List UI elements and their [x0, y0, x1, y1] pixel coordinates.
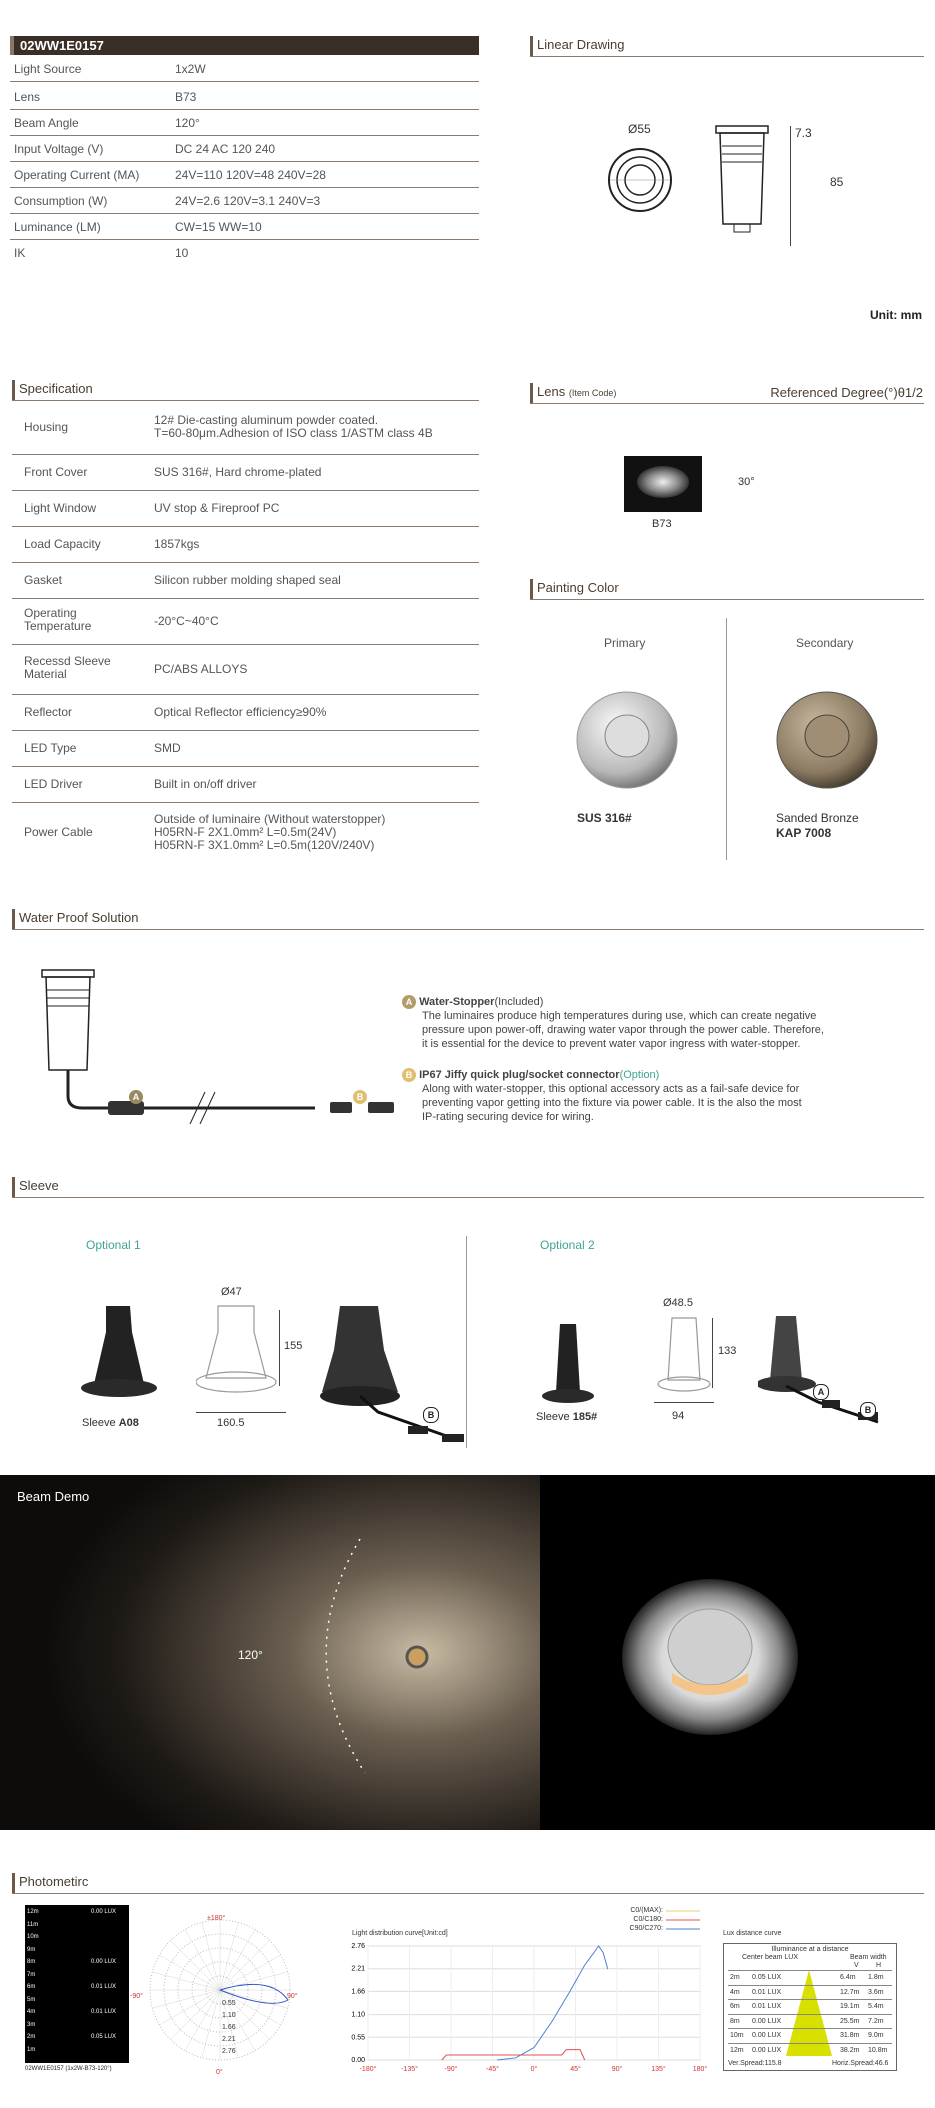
- dark-distance: 7m: [27, 1971, 36, 1978]
- param-key: Luminance (LM): [14, 220, 101, 234]
- x-tick-label: -135°: [401, 2066, 418, 2073]
- lux-value: 0.01 LUX: [752, 2003, 782, 2010]
- y-tick-label: 2.76: [351, 1943, 365, 1950]
- param-value: CW=15 WW=10: [175, 220, 262, 234]
- dark-lux-row: [27, 2022, 127, 2028]
- param-key: IK: [14, 246, 26, 260]
- x-tick-label: 135°: [651, 2066, 666, 2073]
- param-row: [10, 56, 479, 82]
- lux-v: 25.5m: [840, 2017, 860, 2025]
- x-tick-label: -90°: [444, 2066, 458, 2073]
- spec-key: Light Window: [24, 501, 97, 515]
- param-row: [10, 240, 479, 266]
- lux-table-head: Illuminance at a distance: [771, 1946, 849, 1953]
- sleeve-185-badge-b-icon: B: [860, 1400, 876, 1418]
- linear-drawing: [600, 110, 900, 270]
- spec-title: Specification: [12, 380, 93, 400]
- lux-distance: 8m: [730, 2017, 740, 2025]
- param-key: Operating Current (MA): [14, 168, 140, 182]
- param-row: [10, 188, 479, 214]
- x-tick-label: 90°: [611, 2066, 623, 2073]
- lux-row: [728, 2043, 892, 2058]
- dark-lux: 0.00 LUX: [91, 1909, 117, 1915]
- water-title: Water Proof Solution: [12, 909, 138, 929]
- x-tick-label: -180°: [359, 2066, 377, 2073]
- spec-value: 1857kgs: [154, 536, 200, 551]
- spec-value: T=60-80μm.Adhesion of ISO class 1/ASTM class 4B: [154, 426, 433, 440]
- lux-h: 10.8m: [868, 2046, 888, 2054]
- polar-ring-label: 1.10: [222, 2012, 236, 2019]
- spec-key-2: Temperature: [24, 619, 92, 633]
- primary-label: Primary: [604, 636, 646, 650]
- spec-key-2: Material: [24, 667, 67, 681]
- spec-value: Silicon rubber molding shaped seal: [154, 572, 341, 587]
- lux-row: [728, 1970, 892, 1985]
- y-tick-label: 0.55: [351, 2034, 365, 2042]
- sleeve-185-height: 133: [718, 1345, 737, 1357]
- connector-text: B IP67 Jiffy quick plug/socket connector(Option) Along with water-stopper, this optional accessory acts as a fail-safe device for preventing vapor getting into the fixture via power cable. It is the also the most IP-rating securing device for wiring.: [402, 1068, 902, 1124]
- primary-color-name: SUS 316#: [577, 811, 632, 825]
- lux-value: 0.00 LUX: [752, 2046, 782, 2054]
- sleeve-a08-width: 160.5: [217, 1417, 245, 1429]
- param-key: Consumption (W): [14, 194, 108, 208]
- spec-row: [12, 491, 479, 527]
- lux-value: 0.05 LUX: [752, 1974, 782, 1981]
- lux-distance: 12m: [730, 2046, 744, 2054]
- sleeve-185-width: 94: [672, 1410, 685, 1422]
- dist-chart-title: Light distribution curve[Unit:cd]: [352, 1930, 448, 1937]
- spec-value: -20°C~40°C: [154, 613, 219, 628]
- beam-angle-label: 120°: [238, 1648, 263, 1662]
- marker-b-icon: B: [353, 1087, 367, 1105]
- photo-title: Photometirc: [12, 1873, 88, 1893]
- dark-distance: 3m: [27, 2021, 36, 2028]
- dark-lux-row: [27, 1947, 127, 1953]
- model-title: 02WW1E0157: [10, 36, 479, 55]
- polar-left-label: -90°: [130, 1993, 143, 2000]
- beam-demo-panel: [0, 1475, 935, 1830]
- legend-c0c180: C0/C180:: [633, 1916, 663, 1923]
- spec-value: Optical Reflector efficiency≥90%: [154, 704, 327, 719]
- param-value: 24V=2.6 120V=3.1 240V=3: [175, 194, 321, 208]
- lux-row: [728, 1999, 892, 2014]
- lux-value: 0.01 LUX: [752, 1988, 782, 1996]
- spec-key: LED Type: [24, 741, 77, 755]
- polar-ring-label: 1.66: [222, 2024, 236, 2031]
- dark-lux-row: [27, 1972, 127, 1978]
- dark-lux-row: [27, 2047, 127, 2053]
- y-tick-label: 1.66: [351, 1988, 365, 1996]
- water-stopper-text: A Water-Stopper(Included) The luminaires produce high temperatures during use, which can create negative pressure upon power-off, drawing water vapor through the power cable. Therefore, it is essential for the device to prevent water vapor ingress with water-stopper.: [402, 995, 902, 1051]
- lux-h: 1.8m: [868, 1974, 884, 1981]
- param-value: DC 24 AC 120 240: [175, 142, 276, 156]
- dark-distance: 6m: [27, 1984, 36, 1990]
- sleeve-185-install-image: [758, 1310, 898, 1440]
- spec-row: [12, 401, 479, 455]
- spec-key: Reflector: [24, 705, 73, 719]
- dark-distance: 11m: [27, 1921, 39, 1928]
- spec-row: [12, 527, 479, 563]
- param-row: [10, 162, 479, 188]
- lux-distance-title: Lux distance curve: [723, 1930, 782, 1937]
- marker-a-icon: A: [129, 1087, 143, 1105]
- param-row: [10, 136, 479, 162]
- hor-spread: Horiz.Spread:46.6: [832, 2060, 889, 2067]
- lux-h: 9.0m: [868, 2032, 884, 2039]
- spec-value: SMD: [154, 740, 181, 755]
- param-value: B73: [175, 90, 197, 104]
- param-value: 120°: [175, 116, 200, 130]
- dark-lux-row: [27, 1934, 127, 1940]
- dark-lux: 0.00 LUX: [91, 1959, 117, 1965]
- height-label: 85: [830, 175, 844, 189]
- sleeve-a08-install-image: [318, 1300, 478, 1450]
- dark-distance: 4m: [27, 2009, 36, 2015]
- spec-value: PC/ABS ALLOYS: [154, 661, 248, 676]
- lux-table: [723, 1943, 897, 2071]
- lens-title: Lens (Item Code): [530, 383, 616, 403]
- dark-lux-row: [27, 1909, 127, 1915]
- spec-value: SUS 316#, Hard chrome-plated: [154, 464, 322, 479]
- y-tick-label: 0.00: [351, 2057, 365, 2064]
- y-tick-label: 1.10: [351, 2011, 365, 2019]
- spec-value: Built in on/off driver: [154, 776, 257, 791]
- polar-ring-label: 2.76: [222, 2048, 236, 2055]
- lux-h: 3.6m: [868, 1988, 884, 1996]
- lux-dark-panel: [25, 1905, 129, 2063]
- spec-row: [12, 455, 479, 491]
- x-tick-label: 45°: [570, 2066, 581, 2073]
- dark-lux: 0.01 LUX: [91, 1984, 117, 1990]
- beam-demo-title: Beam Demo: [17, 1489, 90, 1504]
- primary-color-swatch: [575, 690, 679, 790]
- secondary-color-code: KAP 7008: [776, 826, 832, 840]
- lux-row: [728, 2028, 892, 2043]
- dark-lux-row: [27, 2034, 127, 2040]
- spec-row: [12, 731, 479, 767]
- param-key: Input Voltage (V): [14, 142, 104, 156]
- secondary-label: Secondary: [796, 636, 854, 650]
- beam-width-label: Beam width: [850, 1954, 887, 1961]
- lux-v: 31.8m: [840, 2032, 860, 2039]
- side-view-icon: [712, 124, 772, 249]
- sleeve-a08-badge-b-icon: B: [423, 1405, 439, 1423]
- x-tick-label: 0°: [530, 2066, 538, 2073]
- spec-value: H05RN-F 2X1.0mm² L=0.5m(24V): [154, 824, 337, 839]
- dist-legend: [605, 1906, 663, 1933]
- diameter-label: Ø55: [628, 122, 651, 136]
- x-tick-label: 180°: [692, 2066, 708, 2073]
- spec-key: Recessd Sleeve: [24, 654, 111, 668]
- spec-row: [12, 695, 479, 731]
- optional-1-label: Optional 1: [86, 1238, 141, 1252]
- optional-2-label: Optional 2: [540, 1238, 595, 1252]
- lens-degree: 30°: [738, 476, 755, 488]
- param-key: Beam Angle: [14, 116, 79, 130]
- sleeve-185-drawing: [656, 1314, 716, 1404]
- lux-v: 38.2m: [840, 2046, 860, 2054]
- front-view-icon: [600, 140, 680, 220]
- param-value: 24V=110 120V=48 240V=28: [175, 168, 326, 182]
- spec-row: [12, 599, 479, 645]
- series-line: [497, 1946, 608, 2060]
- lux-distance: 4m: [730, 1988, 740, 1996]
- param-value: 1x2W: [175, 62, 206, 76]
- sleeve-a08-drawing: [196, 1302, 286, 1402]
- spec-key: LED Driver: [24, 777, 83, 791]
- lux-row: [728, 2014, 892, 2029]
- spec-key: Load Capacity: [24, 537, 101, 551]
- polar-right-label: 90°: [287, 1993, 298, 2000]
- spec-value: Outside of luminaire (Without waterstopper): [154, 811, 386, 826]
- photo-footer: 02WW1E0157 (1x2W-B73-120°): [25, 2066, 112, 2072]
- sleeve-title: Sleeve: [12, 1177, 59, 1197]
- x-tick-label: -45°: [486, 2066, 499, 2073]
- polar-chart: [140, 1905, 310, 2085]
- param-row: [10, 214, 479, 240]
- dark-distance: 10m: [27, 1934, 39, 1940]
- h-label: H: [876, 1962, 882, 1969]
- lux-v: 12.7m: [840, 1988, 860, 1996]
- lux-distance: 2m: [730, 1974, 740, 1981]
- spec-key: Front Cover: [24, 465, 88, 479]
- badge-b-icon: B: [402, 1068, 416, 1082]
- spec-row: [12, 803, 479, 863]
- badge-a-icon: A: [402, 995, 416, 1009]
- spec-value: 12# Die-casting aluminum powder coated.: [154, 413, 379, 427]
- dark-lux-row: [27, 1984, 127, 1990]
- lens-name: B73: [652, 518, 672, 530]
- light-distribution-chart: [348, 1938, 708, 2088]
- dark-distance: 5m: [27, 1996, 36, 2003]
- param-row: [10, 84, 479, 110]
- center-beam-label: Center beam LUX: [742, 1954, 799, 1961]
- lux-distance: 10m: [730, 2032, 744, 2039]
- dark-lux-row: [27, 2009, 127, 2015]
- spec-key: Power Cable: [24, 825, 93, 839]
- spec-key: Operating: [24, 606, 77, 620]
- spec-key: Housing: [24, 420, 69, 434]
- height-small-label: 7.3: [795, 126, 812, 140]
- ver-spread: Ver.Spread:115.8: [728, 2060, 782, 2067]
- legend-c0max: C0/(MAX):: [630, 1907, 663, 1914]
- polar-ring-label: 2.21: [222, 2036, 236, 2043]
- painting-title: Painting Color: [530, 579, 619, 599]
- secondary-color-name: Sanded Bronze: [776, 811, 859, 825]
- spec-row: [12, 645, 479, 695]
- sleeve-a08-image: [80, 1302, 160, 1402]
- dark-distance: 9m: [27, 1946, 36, 1953]
- param-row: [10, 110, 479, 136]
- dark-lux-row: [27, 1922, 127, 1928]
- lux-value: 0.00 LUX: [752, 2032, 782, 2039]
- param-key: Light Source: [14, 62, 82, 76]
- polar-ring-label: 0.55: [222, 2000, 236, 2007]
- dark-distance: 8m: [27, 1959, 36, 1965]
- lux-row: [728, 1985, 892, 2000]
- spec-key: Gasket: [24, 573, 63, 587]
- lens-image: [624, 456, 702, 512]
- dark-lux-row: [27, 1959, 127, 1965]
- dark-lux: 0.05 LUX: [91, 2034, 117, 2040]
- sleeve-185-badge-a-icon: A: [813, 1382, 829, 1400]
- sleeve-a08-height: 155: [284, 1340, 303, 1352]
- linear-title: Linear Drawing: [530, 36, 624, 56]
- dark-distance: 12m: [27, 1909, 39, 1915]
- lux-h: 5.4m: [868, 2003, 884, 2010]
- spec-value: UV stop & Fireproof PC: [154, 500, 280, 515]
- lens-ref-degree: Referenced Degree(°)θ1/2: [770, 385, 923, 400]
- spec-value: H05RN-F 3X1.0mm² L=0.5m(120V/240V): [154, 837, 375, 852]
- lux-value: 0.00 LUX: [752, 2017, 782, 2025]
- sleeve-185-image: [540, 1320, 600, 1410]
- param-key: Lens: [14, 90, 41, 104]
- param-value: 10: [175, 246, 189, 260]
- polar-top-label: ±180°: [207, 1915, 226, 1922]
- legend-c90c270: C90/C270:: [629, 1925, 663, 1932]
- lux-v: 19.1m: [840, 2003, 860, 2010]
- sleeve-185-name: Sleeve 185#: [536, 1411, 598, 1423]
- dark-distance: 1m: [27, 2046, 36, 2053]
- spec-row: [12, 767, 479, 803]
- lux-distance: 6m: [730, 2003, 740, 2010]
- sleeve-a08-name: Sleeve A08: [82, 1417, 139, 1429]
- dark-distance: 2m: [27, 2034, 36, 2040]
- lux-v: 6.4m: [840, 1974, 856, 1981]
- sleeve-a08-diameter: Ø47: [221, 1286, 242, 1298]
- spec-row: [12, 563, 479, 599]
- v-label: V: [854, 1962, 859, 1969]
- y-tick-label: 2.21: [351, 1965, 365, 1973]
- secondary-color-swatch: [775, 690, 879, 790]
- lux-h: 7.2m: [868, 2017, 884, 2025]
- dark-lux-row: [27, 1997, 127, 2003]
- dark-lux: 0.01 LUX: [91, 2009, 117, 2015]
- sleeve-185-diameter: Ø48.5: [663, 1297, 693, 1309]
- unit-label: Unit: mm: [870, 308, 922, 322]
- polar-bottom-label: 0°: [216, 2069, 223, 2076]
